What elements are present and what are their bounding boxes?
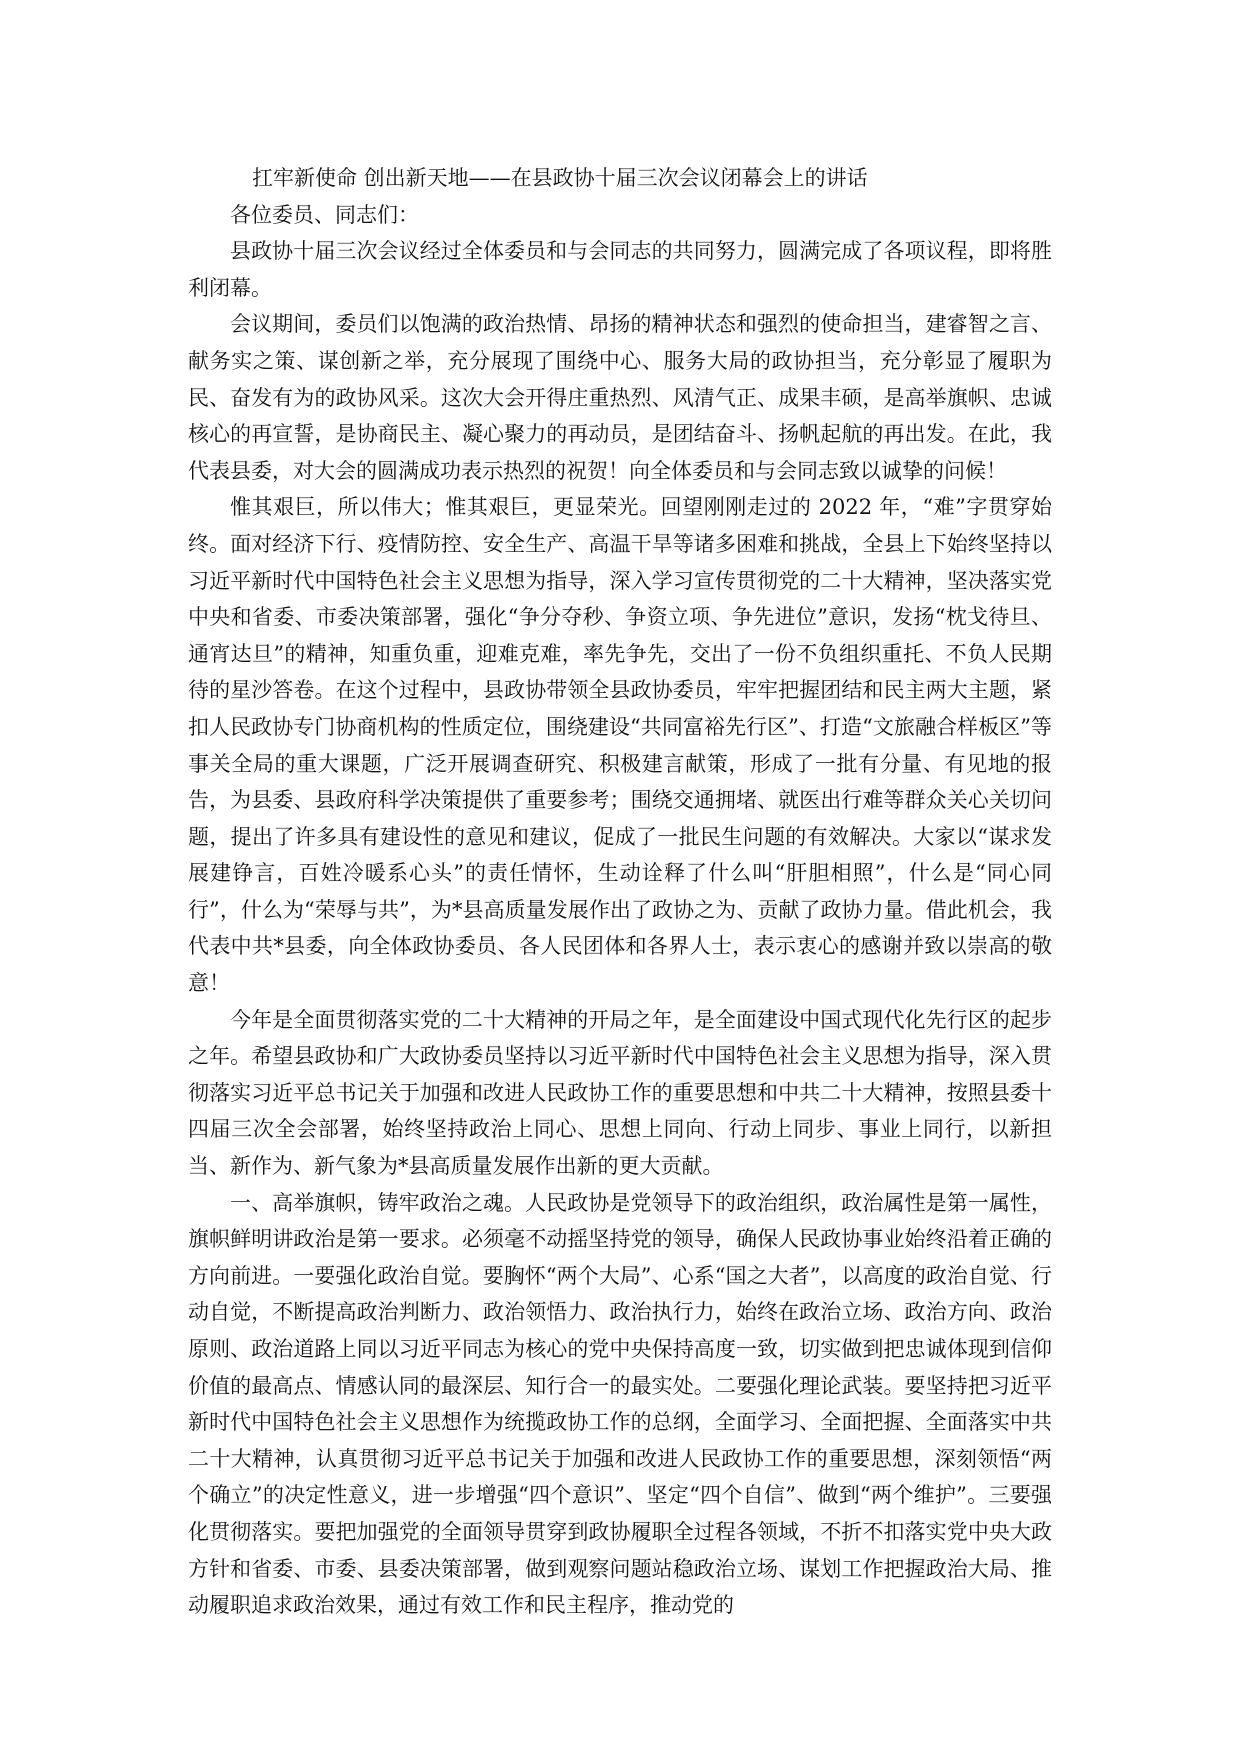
paragraph-2: 会议期间，委员们以饱满的政治热情、昂扬的精神状态和强烈的使命担当，建睿智之言、献务实之策、谋创新之举，充分展现了围绕中心、服务大局的政协担当，充分彰显了履职为民、奋发有为的政协风采。这次大会开得庄重热烈、风清气正、成果丰硕，是高举旗帜、忠诚核心的再宣誓，是协商民主、凝心聚力的再动员，是团结奋斗、扬帆起航的再出发。在此，我代表县委，对大会的圆满成功表示热烈的祝贺！向全体委员和与会同志致以诚挚的问候！ xyxy=(188,312,1052,483)
paragraph-5: 一、高举旗帜，铸牢政治之魂。人民政协是党领导下的政治组织，政治属性是第一属性，旗帜鲜明讲政治是第一要求。必须毫不动摇坚持党的领导，确保人民政协事业始终沿着正确的方向前进。一要强化政治自觉。要胸怀“两个大局”、心系“国之大者”，以高度的政治自觉、行动自觉，不断提高政治判断力、政治领悟力、政治执行力，始终在政治立场、政治方向、政治原则、政治道路上同以习近平同志为核心的党中央保持高度一致，切实做到把忠诚体现到信仰价值的最高点、情感认同的最深层、知行合一的最实处。二要强化理论武装。要坚持把习近平新时代中国特色社会主义思想作为统揽政协工作的总纲，全面学习、全面把握、全面落实中共二十大精神，认真贯彻习近平总书记关于加强和改进人民政协工作的重要思想，深刻领悟“两个确立”的决定性意义，进一步增强“四个意识”、坚定“四个自信”、做到“两个维护”。三要强化贯彻落实。要把加强党的全面领导贯穿到政协履职全过程各领域，不折不扣落实党中央大政方针和省委、市委、县委决策部署，做到观察问题站稳政治立场、谋划工作把握政治大局、推动履职追求政治效果，通过有效工作和民主程序，推动党的 xyxy=(188,1190,1052,1618)
document-page xyxy=(188,160,1052,1624)
salutation: 各位委员、同志们： xyxy=(230,202,419,227)
document-title: 扛牢新使命 创出新天地——在县政协十届三次会议闭幕会上的讲话 xyxy=(252,166,868,190)
paragraph-4: 今年是全面贯彻落实党的二十大精神的开局之年，是全面建设中国式现代化先行区的起步之年。希望县政协和广大政协委员坚持以习近平新时代中国特色社会主义思想为指导，深入贯彻落实习近平总书记关于加强和改进人民政协工作的重要思想和中共二十大精神，按照县委十四届三次全会部署，始终坚持政治上同心、思想上同向、行动上同步、事业上同行，以新担当、新作为、新气象为*县高质量发展作出新的更大贡献。 xyxy=(188,1007,1052,1179)
paragraph-1: 县政协十届三次会议经过全体委员和与会同志的共同努力，圆满完成了各项议程，即将胜利闭幕。 xyxy=(188,239,1052,300)
paragraph-3: 惟其艰巨，所以伟大；惟其艰巨，更显荣光。回望刚刚走过的 2022 年，“难”字贯穿始终。面对经济下行、疫情防控、安全生产、高温干旱等诸多困难和挑战，全县上下始终坚持以习近平新时代中国特色社会主义思想为指导，深入学习宣传贯彻党的二十大精神，坚决落实党中央和省委、市委决策部署，强化“争分夺秒、争资立项、争先进位”意识，发扬“枕戈待旦、通宵达旦”的精神，知重负重，迎难克难，率先争先，交出了一份不负组织重托、不负人民期待的星沙答卷。在这个过程中，县政协带领全县政协委员，牢牢把握团结和民主两大主题，紧扣人民政协专门协商机构的性质定位，围绕建设“共同富裕先行区”、打造“文旅融合样板区”等事关全局的重大课题，广泛开展调查研究、积极建言献策，形成了一批有分量、有见地的报告，为县委、县政府科学决策提供了重要参考；围绕交通拥堵、就医出行难等群众关心关切问题，提出了许多具有建设性的意见和建议，促成了一批民生问题的有效解决。大家以“谋求发展建铮言，百姓冷暖系心头”的责任情怀，生动诠释了什么叫“肝胆相照”，什么是“同心同行”，什么为“荣辱与共”，为*县高质量发展作出了政协之为、贡献了政协力量。借此机会，我代表中共*县委，向全体政协委员、各人民团体和各界人士，表示衷心的感谢并致以崇高的敬意！ xyxy=(188,495,1052,996)
